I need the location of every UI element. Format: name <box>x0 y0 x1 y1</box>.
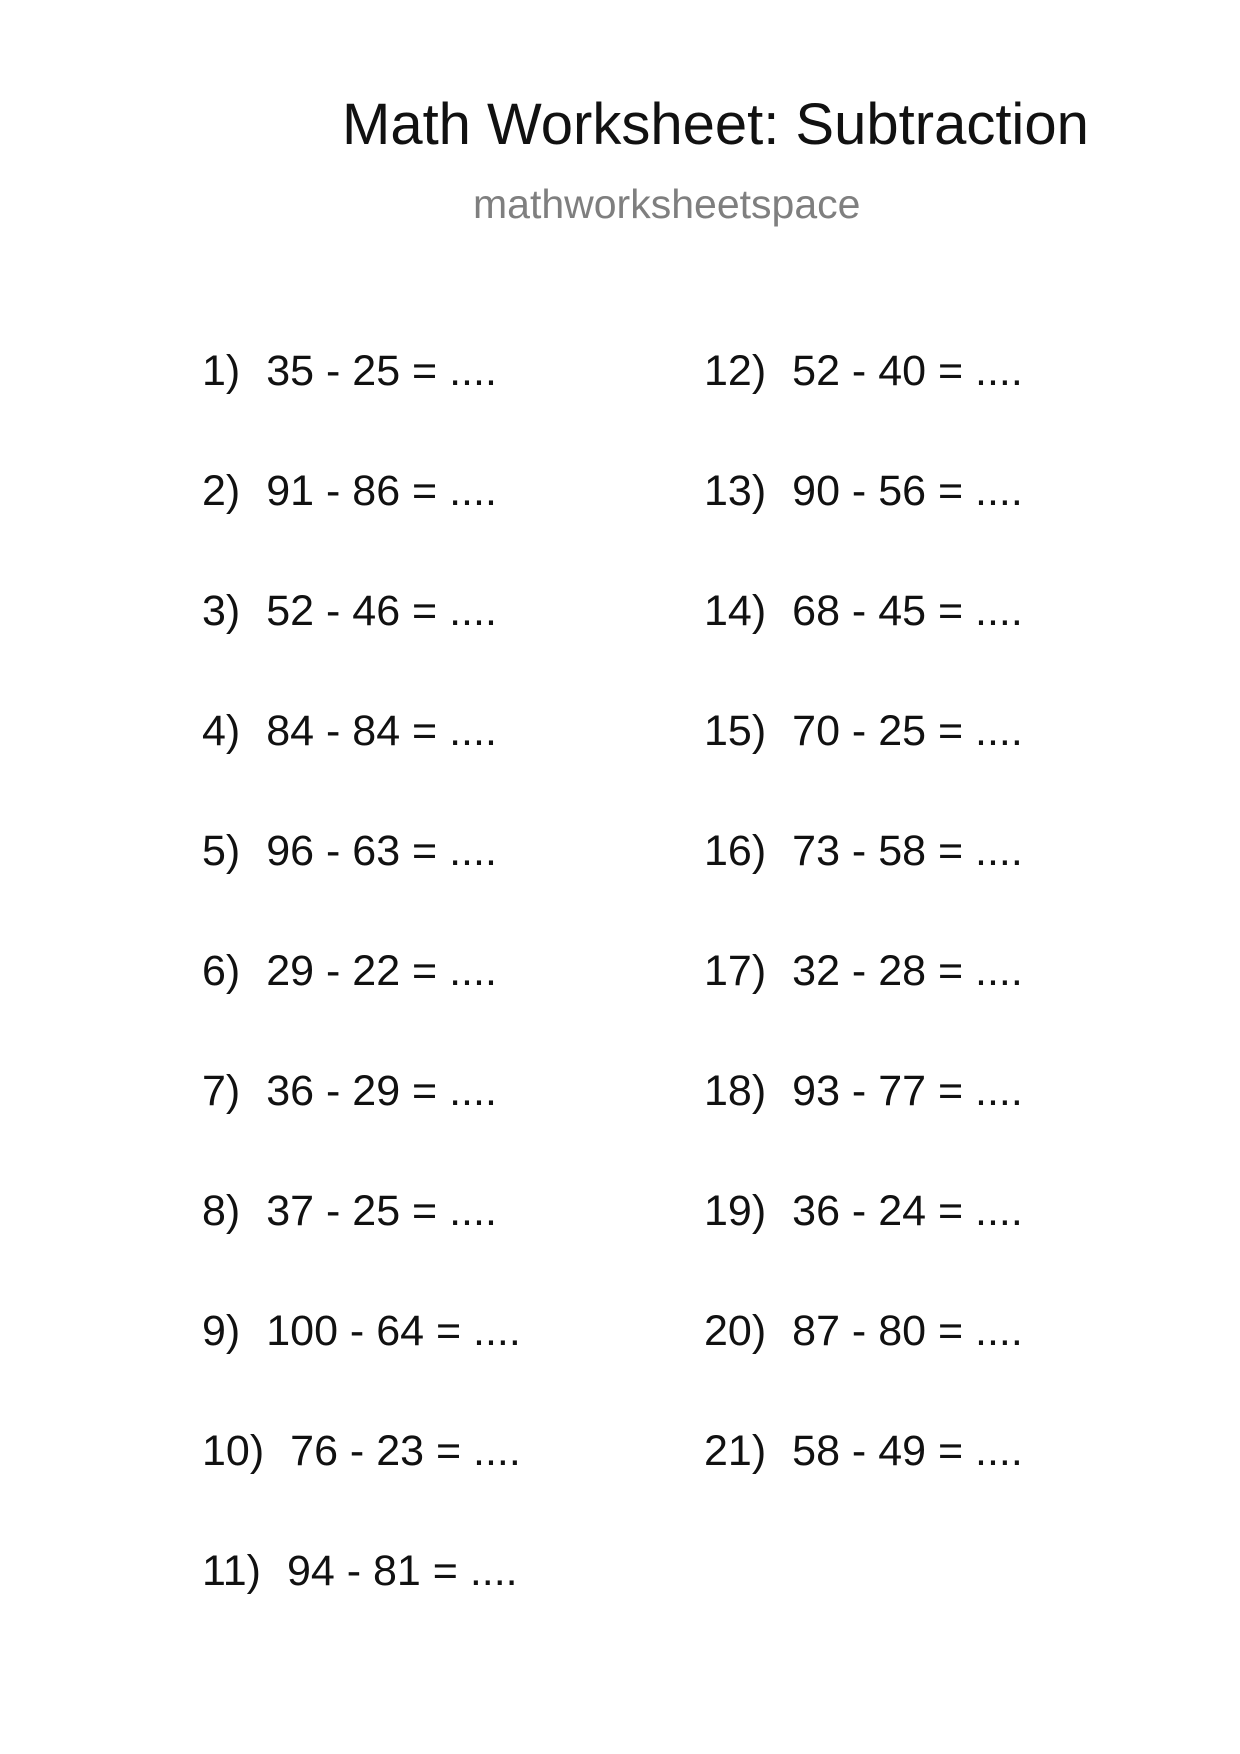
problem-number: 20) <box>704 1307 767 1355</box>
problem-item <box>202 947 521 1070</box>
problem-item <box>202 827 521 950</box>
problem-expression: 52 - 46 = .... <box>266 587 497 635</box>
problem-item <box>704 707 1023 830</box>
problem-item <box>704 827 1023 950</box>
problem-number: 7) <box>202 1067 241 1115</box>
problem-item <box>202 1427 521 1550</box>
problem-item <box>704 947 1023 1070</box>
problem-expression: 68 - 45 = .... <box>792 587 1023 635</box>
problem-expression: 84 - 84 = .... <box>266 707 497 755</box>
problem-item <box>704 1427 1023 1550</box>
problem-expression: 90 - 56 = .... <box>792 467 1023 515</box>
problem-expression: 100 - 64 = .... <box>266 1307 521 1355</box>
problem-item <box>202 707 521 830</box>
problem-expression: 73 - 58 = .... <box>792 827 1023 875</box>
problem-expression: 35 - 25 = .... <box>266 347 497 395</box>
problem-item <box>704 1067 1023 1190</box>
problem-number: 4) <box>202 707 241 755</box>
problem-expression: 91 - 86 = .... <box>266 467 497 515</box>
problem-item <box>704 1187 1023 1310</box>
problem-expression: 76 - 23 = .... <box>290 1427 521 1475</box>
problem-expression: 52 - 40 = .... <box>792 347 1023 395</box>
problem-expression: 37 - 25 = .... <box>266 1187 497 1235</box>
problem-expression: 87 - 80 = .... <box>792 1307 1023 1355</box>
problem-number: 1) <box>202 347 241 395</box>
problem-number: 14) <box>704 587 767 635</box>
problem-number: 15) <box>704 707 767 755</box>
problem-number: 21) <box>704 1427 767 1475</box>
problem-expression: 70 - 25 = .... <box>792 707 1023 755</box>
problem-expression: 58 - 49 = .... <box>792 1427 1023 1475</box>
problem-expression: 29 - 22 = .... <box>266 947 497 995</box>
problem-expression: 96 - 63 = .... <box>266 827 497 875</box>
problem-item <box>704 1307 1023 1430</box>
problem-number: 19) <box>704 1187 767 1235</box>
problem-number: 12) <box>704 347 767 395</box>
page-subtitle: mathworksheetspace <box>473 181 861 227</box>
problem-item <box>202 1187 521 1310</box>
problem-number: 6) <box>202 947 241 995</box>
problem-item <box>202 1067 521 1190</box>
problem-number: 2) <box>202 467 241 515</box>
problem-column-right <box>704 347 1023 1550</box>
problem-item <box>704 587 1023 710</box>
problem-number: 13) <box>704 467 767 515</box>
page-title: Math Worksheet: Subtraction <box>342 92 1089 157</box>
problem-item <box>202 467 521 590</box>
problem-number: 9) <box>202 1307 241 1355</box>
problem-number: 18) <box>704 1067 767 1115</box>
problem-item <box>202 1307 521 1430</box>
problem-expression: 32 - 28 = .... <box>792 947 1023 995</box>
problem-number: 10) <box>202 1427 265 1475</box>
problem-item <box>202 587 521 710</box>
problem-expression: 36 - 29 = .... <box>266 1067 497 1115</box>
problem-number: 11) <box>202 1547 261 1595</box>
problem-expression: 94 - 81 = .... <box>286 1547 518 1595</box>
problem-item <box>202 347 521 470</box>
problem-expression: 36 - 24 = .... <box>792 1187 1023 1235</box>
problem-number: 17) <box>704 947 767 995</box>
problem-item <box>202 1547 521 1670</box>
problem-number: 5) <box>202 827 241 875</box>
problem-expression: 93 - 77 = .... <box>792 1067 1023 1115</box>
problem-number: 3) <box>202 587 241 635</box>
problem-item <box>704 347 1023 470</box>
problem-number: 8) <box>202 1187 241 1235</box>
problem-number: 16) <box>704 827 767 875</box>
problem-item <box>704 467 1023 590</box>
problem-column-left <box>202 347 521 1670</box>
